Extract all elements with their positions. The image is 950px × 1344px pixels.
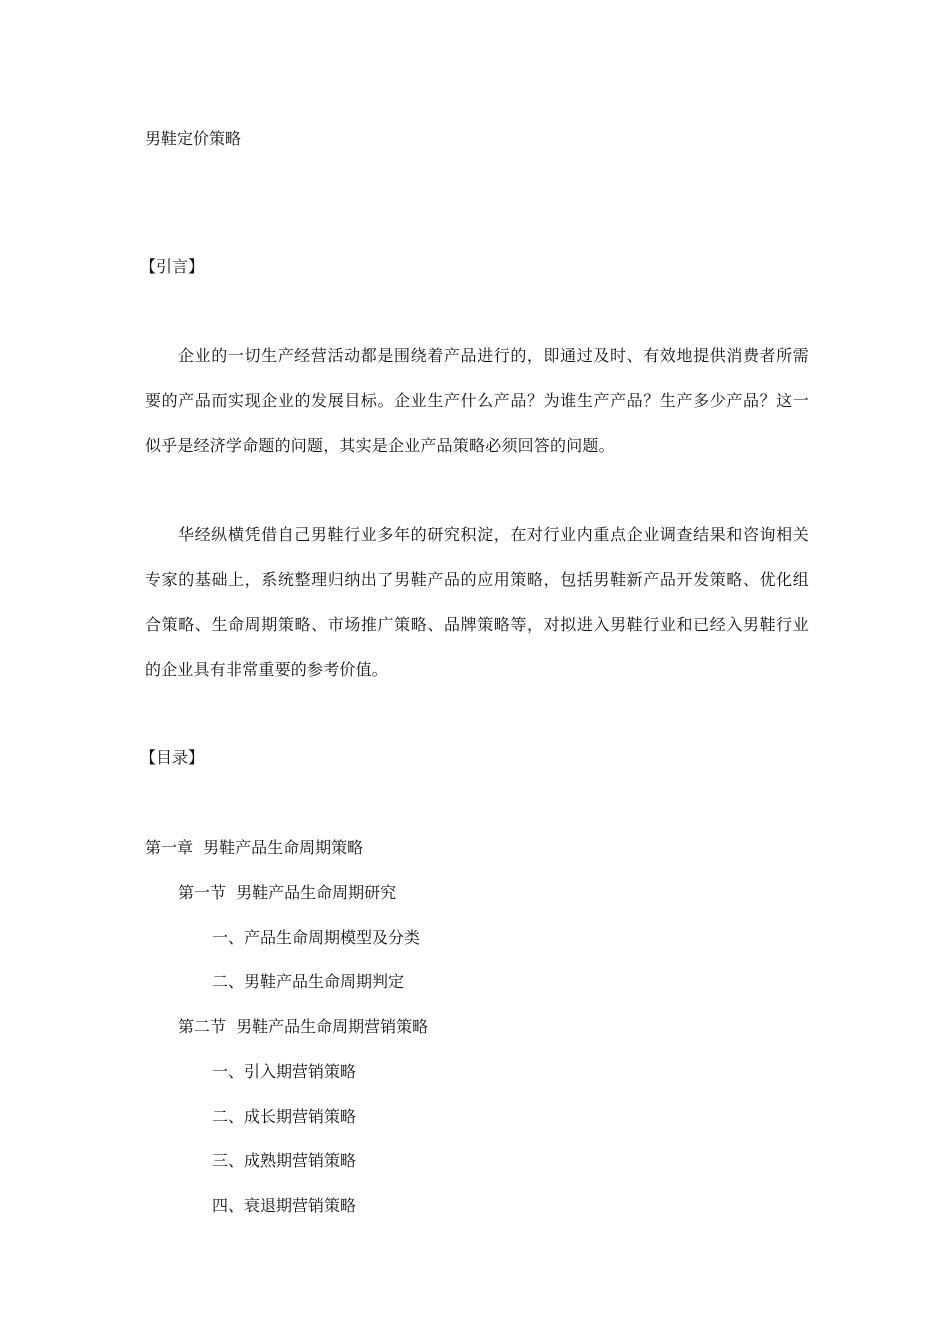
intro-paragraph-1: 企业的一切生产经营活动都是围绕着产品进行的，即通过及时、有效地提供消费者所需要的产品而实现企业的发展目标。企业生产什么产品？为谁生产产品？生产多少产品？这一似乎是经济学命题的问题，其实是企业产品策略必须回答的问题。 <box>145 346 809 455</box>
toc-item: 四、衰退期营销策略 <box>212 1196 357 1215</box>
toc-item: 三、成熟期营销策略 <box>212 1151 357 1170</box>
toc-section-2: 第二节 男鞋产品生命周期营销策略 <box>178 1017 429 1036</box>
document-title: 男鞋定价策略 <box>145 129 242 148</box>
toc-heading: 【目录】 <box>140 748 205 767</box>
toc-item: 一、引入期营销策略 <box>212 1062 357 1081</box>
toc-chapter-1: 第一章 男鞋产品生命周期策略 <box>145 838 364 857</box>
toc-section-1: 第一节 男鞋产品生命周期研究 <box>178 883 397 902</box>
toc-item: 二、男鞋产品生命周期判定 <box>212 972 405 991</box>
intro-heading: 【引言】 <box>140 257 205 276</box>
toc-item: 二、成长期营销策略 <box>212 1107 357 1126</box>
intro-paragraph-2: 华经纵横凭借自己男鞋行业多年的研究积淀，在对行业内重点企业调查结果和咨询相关专家的基础上，系统整理归纳出了男鞋产品的应用策略，包括男鞋新产品开发策略、优化组合策略、生命周期策略、市场推广策略、品牌策略等，对拟进入男鞋行业和已经入男鞋行业的企业具有非常重要的参考价值。 <box>145 525 809 679</box>
toc-item: 一、产品生命周期模型及分类 <box>212 928 421 947</box>
